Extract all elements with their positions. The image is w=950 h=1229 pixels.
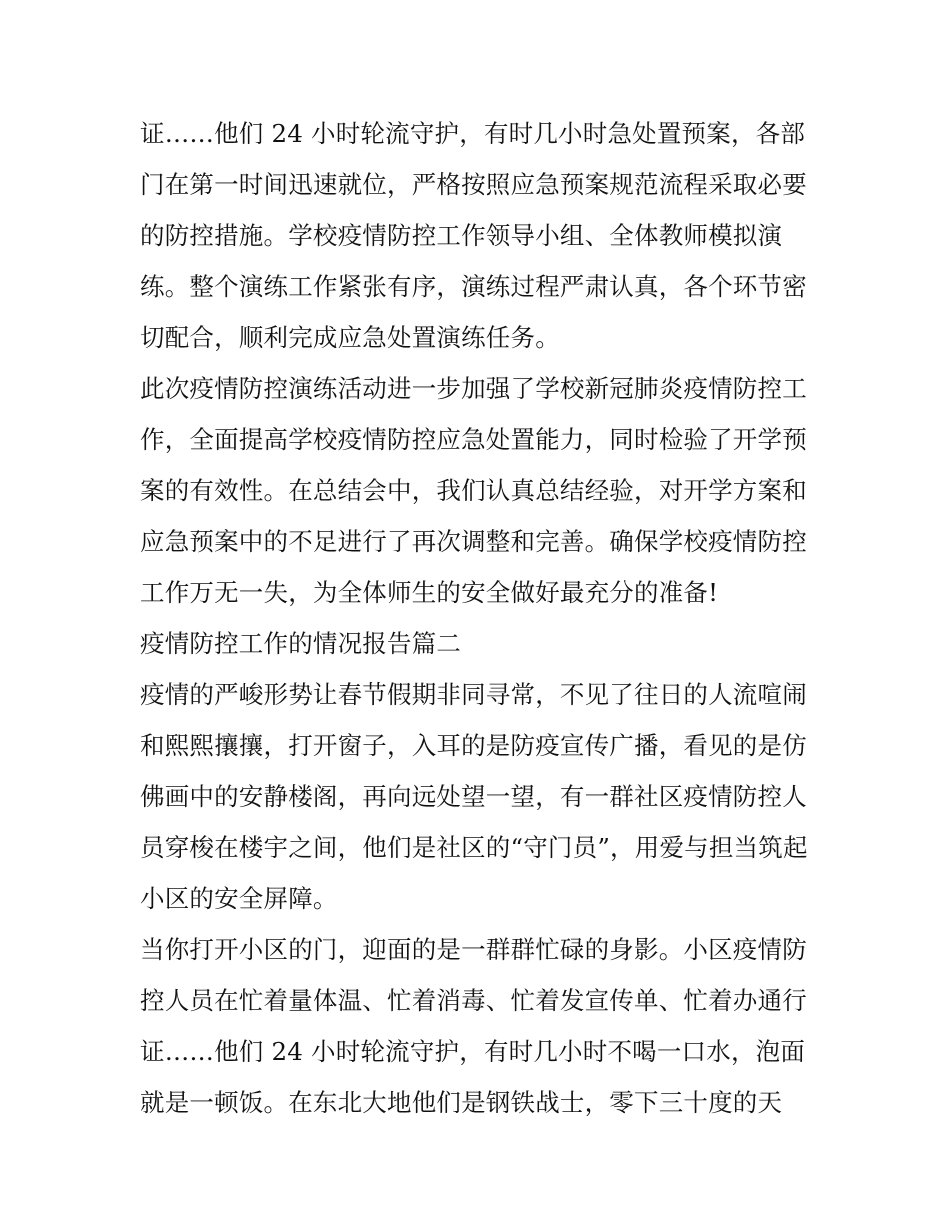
text-line: 案的有效性。在总结会中，我们认真总结经验，对开学方案和 — [140, 476, 807, 505]
text-line: 就是一顿饭。在东北大地他们是钢铁战士，零下三十度的天 — [140, 1088, 783, 1117]
text-line: 门在第一时间迅速就位，严格按照应急预案规范流程采取必要 — [140, 170, 807, 199]
text-line: 小区的安全屏障。 — [140, 884, 338, 913]
text-line: 练。整个演练工作紧张有序，演练过程严肃认真，各个环节密 — [140, 272, 807, 301]
text-line: 工作万无一失，为全体师生的安全做好最充分的准备! — [140, 578, 719, 607]
text-line: 应急预案中的不足进行了再次调整和完善。确保学校疫情防控 — [140, 527, 807, 556]
text-line: 和熙熙攘攘，打开窗子，入耳的是防疫宣传广播，看见的是仿 — [140, 731, 807, 760]
text-line: 疫情的严峻形势让春节假期非同寻常，不见了往日的人流喧闹 — [140, 680, 807, 709]
text-line: 证……他们 24 小时轮流守护，有时几小时急处置预案，各部 — [140, 119, 806, 148]
text-line: 切配合，顺利完成应急处置演练任务。 — [140, 323, 560, 352]
text-line: 员穿梭在楼宇之间，他们是社区的“守门员”，用爱与担当筑起 — [140, 833, 808, 862]
text-line: 的防控措施。学校疫情防控工作领导小组、全体教师模拟演 — [140, 221, 783, 250]
text-line: 此次疫情防控演练活动进一步加强了学校新冠肺炎疫情防控工 — [140, 374, 807, 403]
text-line: 作，全面提高学校疫情防控应急处置能力，同时检验了开学预 — [140, 425, 807, 454]
section-heading: 疫情防控工作的情况报告篇二 — [140, 629, 462, 658]
text-line: 证……他们 24 小时轮流守护，有时几小时不喝一口水，泡面 — [140, 1037, 806, 1066]
text-line: 佛画中的安静楼阁，再向远处望一望，有一群社区疫情防控人 — [140, 782, 807, 811]
text-line: 控人员在忙着量体温、忙着消毒、忙着发宣传单、忙着办通行 — [140, 986, 807, 1015]
text-line: 当你打开小区的门，迎面的是一群群忙碌的身影。小区疫情防 — [140, 935, 807, 964]
document-page — [140, 108, 820, 1128]
